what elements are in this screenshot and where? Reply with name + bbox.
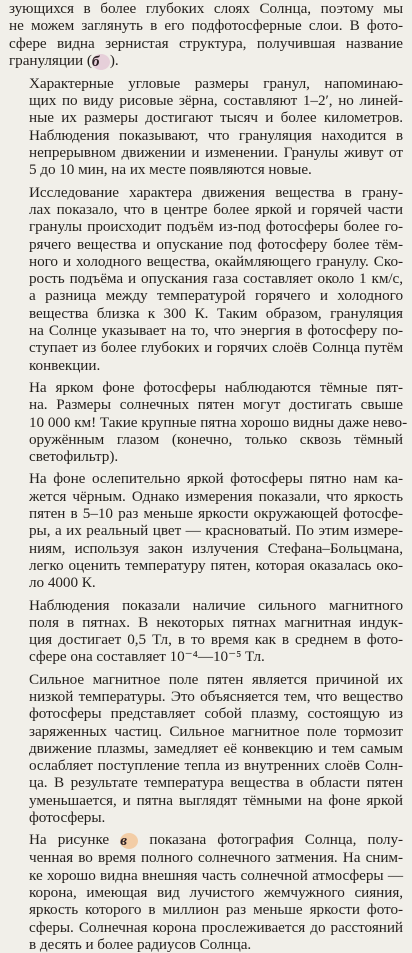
text-line: Наблюдения показывают, что грануляция находится в <box>29 126 403 144</box>
text-fragment: яции ( <box>51 51 92 69</box>
text-line: фотосферы. <box>29 809 106 827</box>
text-line: 10 000 км! Такие крупные пятна хорошо видны даже нево- <box>29 413 408 431</box>
text-fragment: На рисунке <box>29 831 121 849</box>
text-line: ного и холодного вещества, окаймляющего гранулу. Ско- <box>29 252 403 270</box>
paragraph-7 <box>9 671 403 827</box>
text-line: движение плазмы, замедляет её конвекцию и тем самым <box>29 739 403 757</box>
text-line: корона, имеющая вид лучистого жемчужного сияния, <box>29 883 403 901</box>
text-line: фотосферы представляет собой плазму, состоящую из <box>29 705 403 723</box>
text-line: а разница между температурой горячего и холодного <box>29 287 403 305</box>
text-line: 5 до 10 мин, на их месте появляются новые. <box>29 161 312 179</box>
text-line: сфере она составляет 10⁻⁴—10⁻⁵ Тл. <box>29 648 265 666</box>
text-line: уменьшается, и пятна выглядят тёмными на фоне яркой <box>29 791 403 809</box>
text-line: На фоне ослепительно яркой фотосферы пятно нам ка- <box>29 470 403 488</box>
text-line: на. Размеры солнечных пятен могут достигать свыше <box>29 396 403 414</box>
text-line: конвекции. <box>29 356 101 374</box>
text-line: рость подъёма и опускания газа составляет около 1 км/с, <box>29 270 403 288</box>
text-line: жется чёрным. Однако измерения показали, что яркость <box>29 487 403 505</box>
text-line: непрерывном движении и изменении. Гранулы живут от <box>29 144 403 162</box>
figure-ref-v-badge: в <box>120 833 138 849</box>
text-line: Наблюдения показали наличие сильного магнитного <box>29 596 403 614</box>
text-line: ция достигает 0,5 Тл, в то время как в среднем в фото- <box>29 631 403 649</box>
text-line: ные их размеры достигают тысяч и более километров. <box>29 109 403 127</box>
text-line: пятен в 5–10 раз меньше яркости окружающей фотосфе- <box>29 505 403 523</box>
text-line: вещества близка к 300 К. Таким образом, грануляция <box>29 304 403 322</box>
text-line: светофильтр). <box>29 448 119 466</box>
text-fragment: гранул <box>9 51 52 69</box>
text-line-with-figure-ref <box>9 52 403 70</box>
text-line: сфере видна зернистая структура, получившая название <box>9 34 403 52</box>
paragraph-2 <box>9 75 403 179</box>
figure-ref-b-badge: б <box>92 54 110 70</box>
text-line: лах показало, что в центре более яркой и горячей части <box>29 200 403 218</box>
text-line: низкой температуры. Это объясняется тем, что вещество <box>29 687 403 705</box>
text-line: ченная во время полного солнечного затмения. На сним- <box>29 849 403 867</box>
paragraph-1 <box>9 0 403 70</box>
text-line: заряженных частиц. Сильное магнитное поле тормозит <box>29 722 403 740</box>
text-line-with-figure-ref <box>9 831 403 849</box>
text-line: Характерные угловые размеры гранул, напоминаю- <box>29 74 403 92</box>
text-line: Исследование характера движения вещества в грану- <box>29 183 403 201</box>
text-line: ке хорошо видна внешняя часть солнечной атмосферы — <box>29 866 403 884</box>
text-line: на Солнце указывает на то, что энергия в фотосферу по- <box>29 322 403 340</box>
text-fragment: ). <box>109 51 119 69</box>
paragraph-6 <box>9 597 403 666</box>
text-line: сферы. Солнечная корона прослеживается до расстояний <box>29 918 403 936</box>
text-line: в десять и более радиусов Солнца. <box>29 935 252 953</box>
text-line: ниям, используя закон излучения Стефана–Больцмана, <box>29 539 403 557</box>
text-line: гранулы происходит подъём из-под фотосферы более го- <box>29 218 403 236</box>
paragraph-3 <box>9 184 403 374</box>
text-line: Сильное магнитное поле пятен является причиной их <box>29 670 403 688</box>
text-line: ступает из более глубоких и горячих слоёв Солнца путём <box>29 339 403 357</box>
text-line: ца. В результате температура вещества в области пятен <box>29 774 403 792</box>
paragraph-5 <box>9 470 403 591</box>
paragraph-8 <box>9 831 403 953</box>
text-line: ослабляет поступление тепла из внутренних слоёв Солн- <box>29 757 403 775</box>
text-line: щих по виду рисовые зёрна, составляют 1–2′, но линей- <box>29 92 403 110</box>
text-line: ло 4000 К. <box>29 574 96 592</box>
text-line: На ярком фоне фотосферы наблюдаются тёмные пят- <box>29 378 403 396</box>
text-line: рячего вещества и опускание под фотосферу более тём- <box>29 235 403 253</box>
text-line: поля в пятнах. В некоторых пятнах магнитная индук- <box>29 613 403 631</box>
text-line: оружённым глазом (конечно, только сквозь тёмный <box>29 430 403 448</box>
text-line: яркость которого в миллион раз меньше яркости фото- <box>29 901 403 919</box>
text-line: легко оценить температуру пятен, которая оказалась око- <box>29 556 403 574</box>
text-fragment: показана фотография Солнца, полу- <box>138 831 404 849</box>
text-line: не можем заглянуть в его подфотосферные слои. В фото- <box>9 17 403 35</box>
text-line: ры, а их реальный цвет — красноватый. По этим измере- <box>29 522 403 540</box>
text-line: зующихся в более глубоких слоях Солнца, поэтому мы <box>9 0 403 17</box>
paragraph-4 <box>9 378 408 466</box>
